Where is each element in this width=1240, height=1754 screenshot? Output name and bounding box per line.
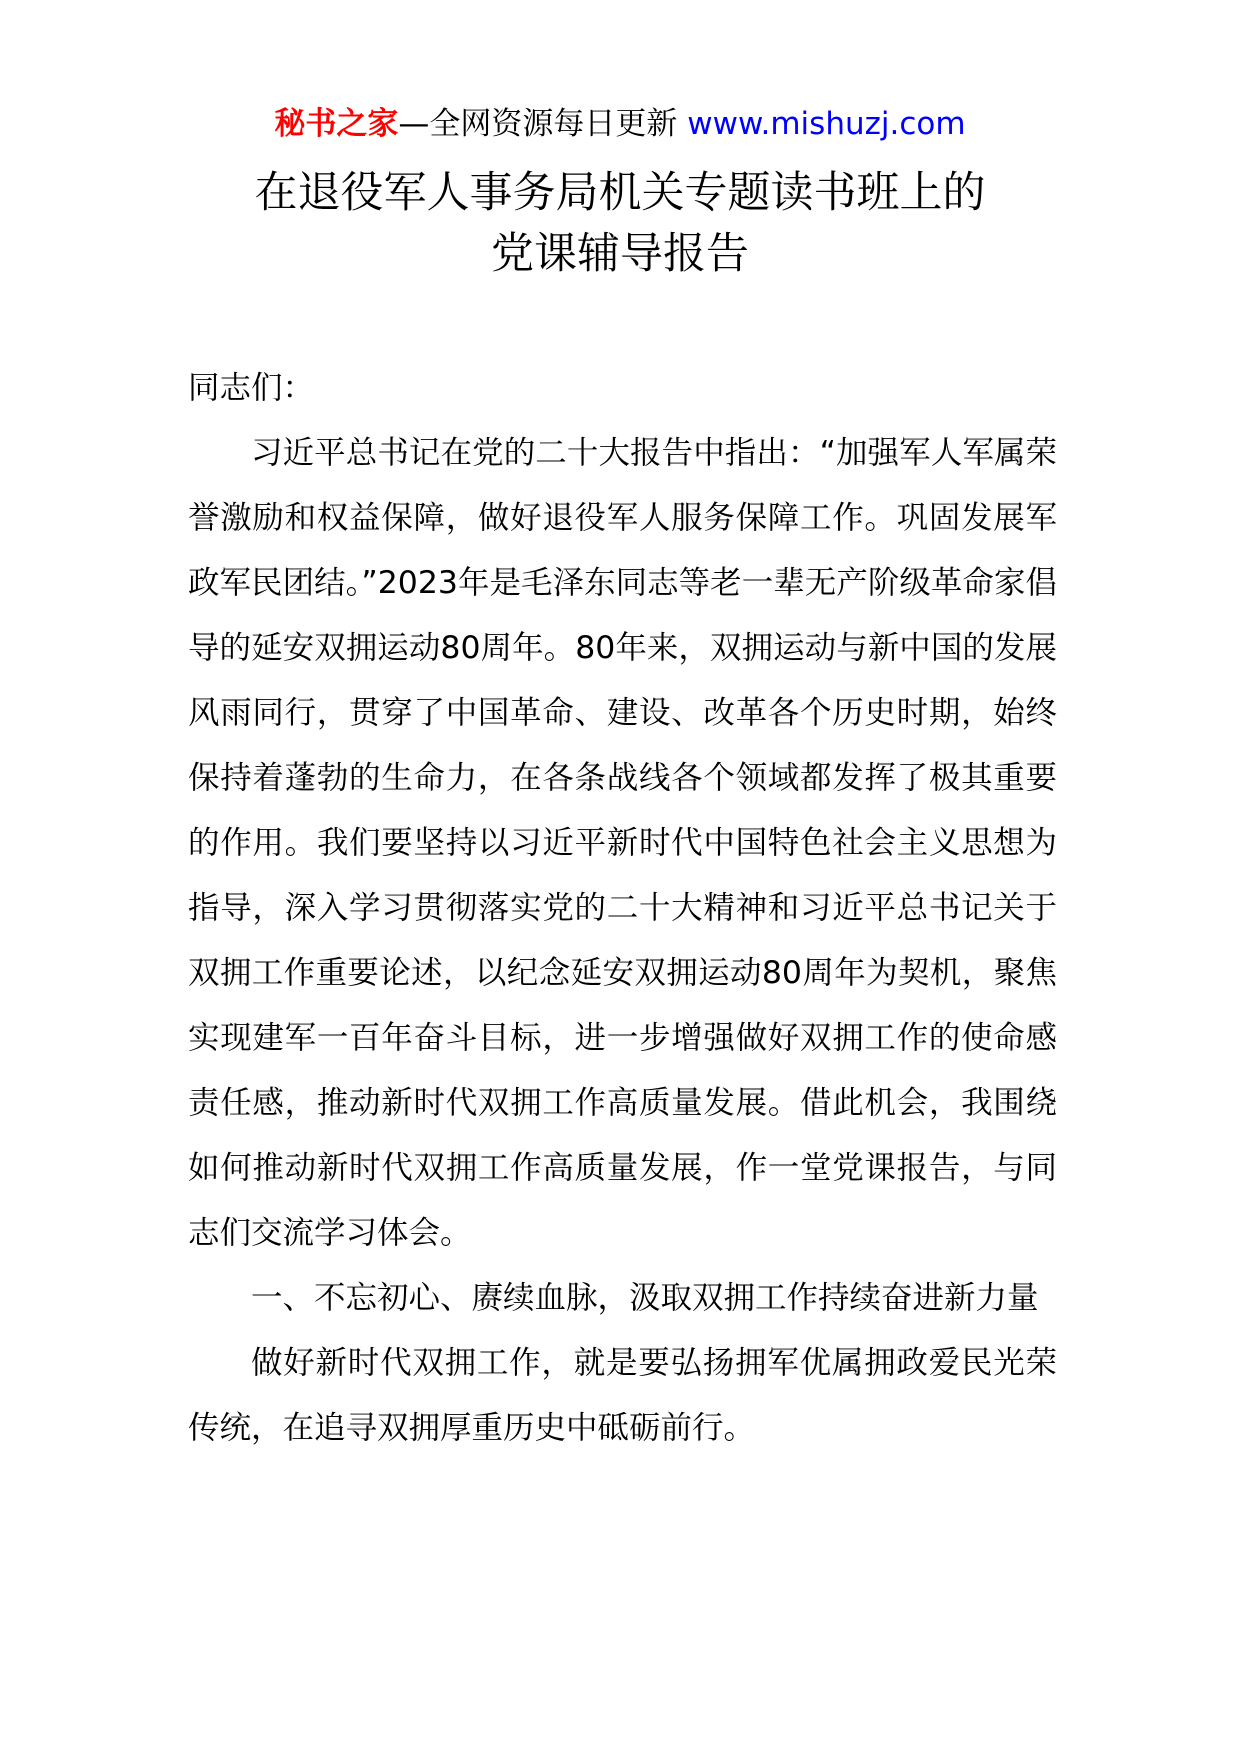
brand-name: 秘书之家 xyxy=(274,106,399,142)
paragraph-intro: 习近平总书记在党的二十大报告中指出：“加强军人军属荣誉激励和权益保障，做好退役军人服务保障工作。巩固发展军政军民团结。”2023年是毛泽东同志等老一辈无产阶级革命家倡导的延安双拥运动80周年。80年来，双拥运动与新中国的发展风雨同行，贯穿了中国革命、建设、改革各个历史时期，始终保持着蓬勃的生命力，在各条战线各个领域都发挥了极其重要的作用。我们要坚持以习近平新时代中国特色社会主义思想为指导，深入学习贯彻落实党的二十大精神和习近平总书记关于双拥工作重要论述，以纪念延安双拥运动80周年为契机，聚焦实现建军一百年奋斗目标，进一步增强做好双拥工作的使命感责任感，推动新时代双拥工作高质量发展。借此机会，我围绕如何推动新时代双拥工作高质量发展，作一堂党课报告，与同志们交流学习体会。 xyxy=(188,435,1057,1251)
header-slogan: —全网资源每日更新 xyxy=(398,106,688,142)
salutation: 同志们： xyxy=(188,370,315,406)
title-line-1: 在退役军人事务局机关专题读书班上的 xyxy=(254,168,986,218)
site-url-link[interactable]: www.mishuzj.com xyxy=(687,106,966,142)
source-header xyxy=(0,102,1240,146)
title-line-2: 党课辅导报告 xyxy=(491,229,749,279)
paragraph-section-1: 做好新时代双拥工作，就是要弘扬拥军优属拥政爱民光荣传统，在追寻双拥厚重历史中砥砺前行。 xyxy=(188,1345,1057,1446)
document-body xyxy=(188,356,1057,1461)
section-heading-1: 一、不忘初心、赓续血脉，汲取双拥工作持续奋进新力量 xyxy=(251,1280,1039,1316)
document-title xyxy=(0,163,1240,285)
